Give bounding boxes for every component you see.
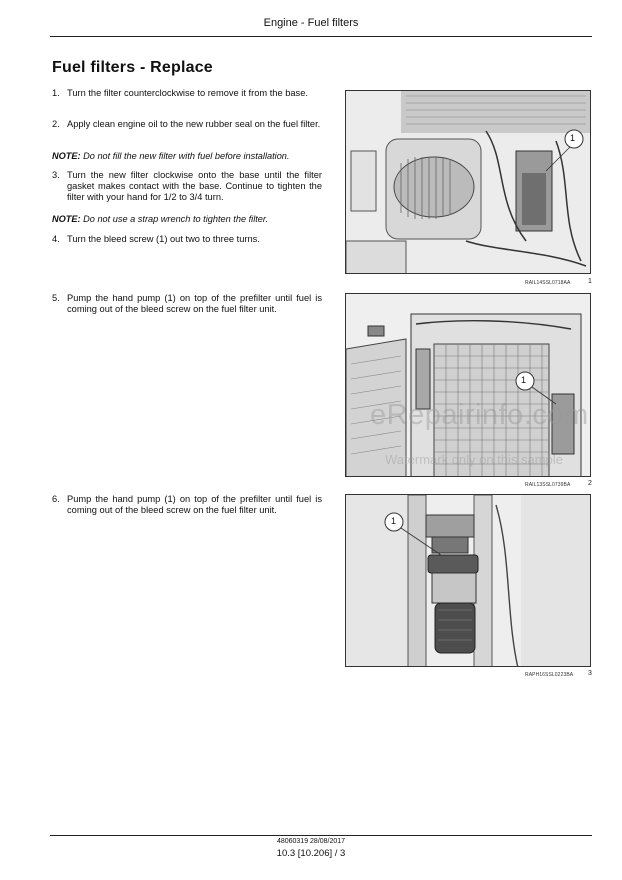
figure-number: 2 bbox=[588, 480, 592, 487]
note-text: Do not fill the new filter with fuel before installation. bbox=[80, 151, 290, 161]
step-text: Turn the filter counterclockwise to remove it from the base. bbox=[67, 88, 308, 98]
note-label: NOTE: bbox=[52, 151, 81, 161]
note-1 bbox=[52, 151, 324, 162]
callout-label: 1 bbox=[570, 133, 576, 143]
figure-number: 3 bbox=[588, 670, 592, 677]
step-number: 2. bbox=[52, 119, 60, 129]
step-5 bbox=[52, 293, 322, 315]
figure-1-image bbox=[345, 90, 591, 274]
figure-3-image bbox=[345, 494, 591, 667]
step-6 bbox=[52, 494, 322, 516]
header-rule bbox=[50, 36, 592, 37]
figure-number: 1 bbox=[588, 278, 592, 285]
figure-2-image bbox=[345, 293, 591, 477]
step-number: 6. bbox=[52, 494, 60, 504]
step-text: Turn the bleed screw (1) out two to three turns. bbox=[67, 234, 260, 244]
running-header: Engine - Fuel filters bbox=[263, 17, 359, 29]
step-number: 3. bbox=[52, 170, 60, 180]
step-1 bbox=[52, 88, 322, 99]
figure-id: RAIL13SSL0739BA bbox=[525, 482, 571, 488]
step-number: 4. bbox=[52, 234, 60, 244]
prefilter-hand-pump-illustration bbox=[346, 495, 591, 667]
step-4 bbox=[52, 234, 322, 245]
step-3 bbox=[52, 170, 322, 203]
step-number: 5. bbox=[52, 293, 60, 303]
step-2 bbox=[52, 119, 322, 130]
engine-bay-illustration bbox=[346, 91, 591, 274]
step-number: 1. bbox=[52, 88, 60, 98]
radiator-prefilter-illustration bbox=[346, 294, 591, 477]
step-text: Apply clean engine oil to the new rubber seal on the fuel filter. bbox=[67, 119, 321, 129]
callout-label: 1 bbox=[521, 375, 527, 385]
footer-doc-info: 48060319 28/08/2017 bbox=[276, 838, 346, 845]
step-text: Turn the new filter clockwise onto the base until the filter gasket makes contact with the base. Continue to tighten the filter with your hand for 1/2 to 3/4 turn. bbox=[67, 170, 322, 202]
section-title: Fuel filters - Replace bbox=[52, 59, 213, 76]
note-2 bbox=[52, 214, 324, 225]
figure-id: RAIL14SSL0718AA bbox=[525, 280, 571, 286]
callout-label: 1 bbox=[391, 516, 397, 526]
step-text: Pump the hand pump (1) on top of the prefilter until fuel is coming out of the bleed screw on the fuel filter unit. bbox=[67, 293, 322, 314]
step-text: Pump the hand pump (1) on top of the prefilter until fuel is coming out of the bleed screw on the fuel filter unit. bbox=[67, 494, 322, 515]
watermark-sub: Watermark only on this sample bbox=[385, 452, 563, 467]
figure-id: RAPH16SSL0223BA bbox=[525, 672, 574, 678]
footer-rule bbox=[50, 835, 592, 836]
footer-page-number: 10.3 [10.206] / 3 bbox=[276, 848, 346, 859]
watermark-main: eRepairinfo.com bbox=[370, 399, 589, 431]
note-text: Do not use a strap wrench to tighten the filter. bbox=[80, 214, 269, 224]
note-label: NOTE: bbox=[52, 214, 81, 224]
